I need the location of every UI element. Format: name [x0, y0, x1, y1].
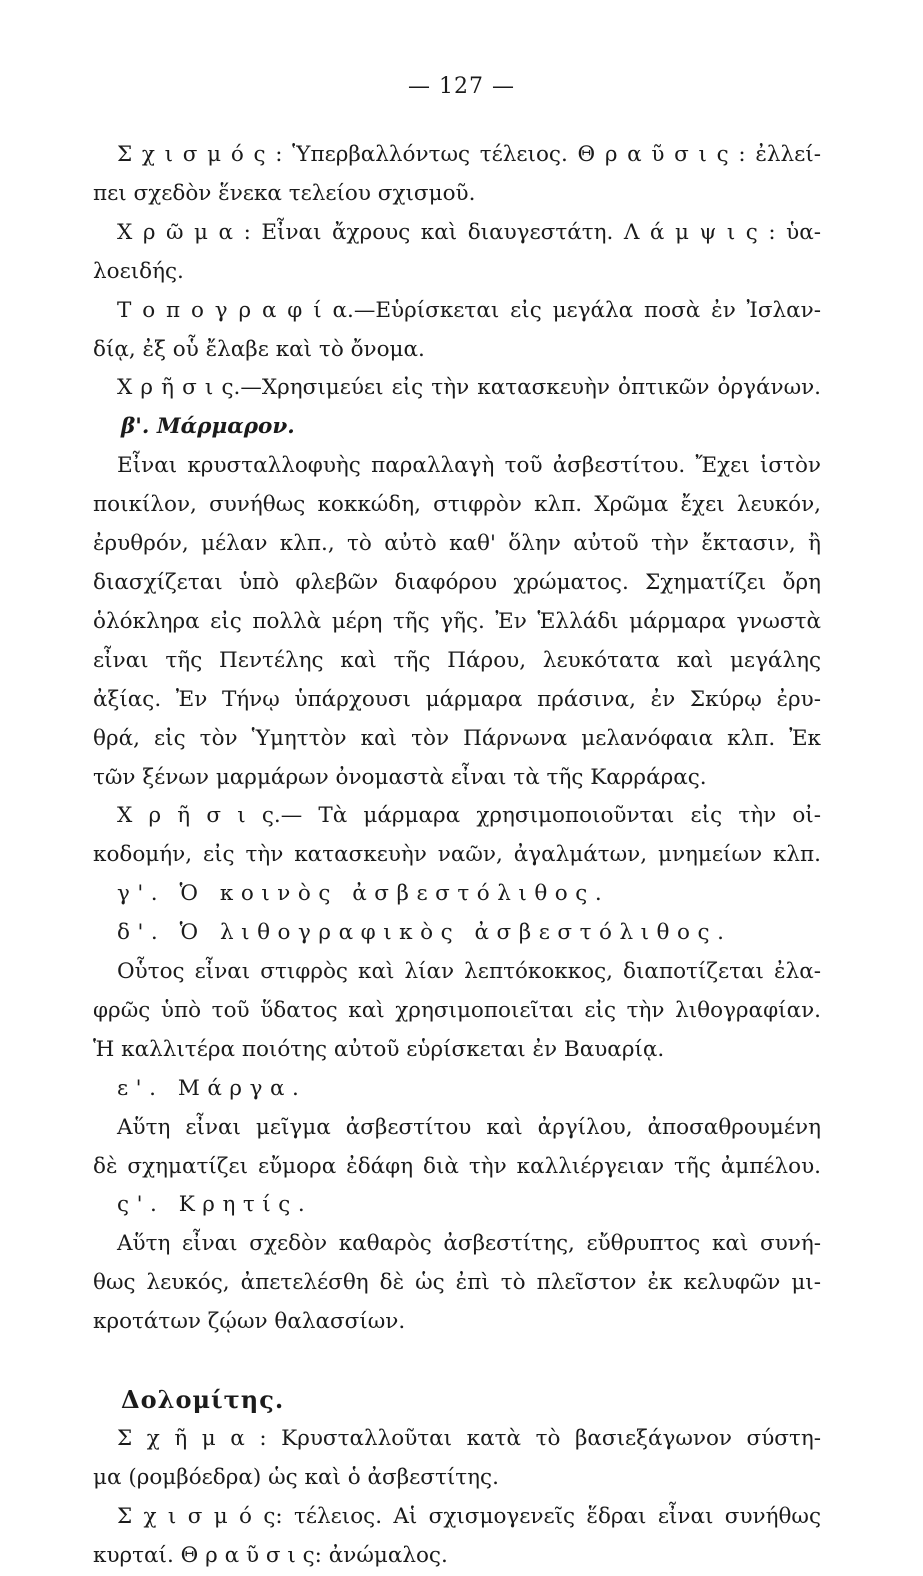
text-line: κροτάτων ζῴων θαλασσίων.: [93, 1309, 406, 1335]
text-line: Αὕτη εἶναι μεῖγμα ἀσβεστίτου καὶ ἀργίλου, ἀποσαθρουμένη: [117, 1114, 821, 1140]
text-line: Εἶναι κρυσταλλοφυὴς παραλλαγὴ τοῦ ἀσβεστίτου. Ἔχει ἱστὸν: [117, 453, 821, 479]
text-line: δίᾳ, ἐξ οὗ ἔλαβε καὶ τὸ ὄνομα.: [93, 336, 425, 362]
section-heading: [93, 1342, 821, 1381]
text-line: Χ ρ ῆ σ ι ς.— Τὰ μάρμαρα χρησιμοποιοῦνται εἰς τὴν οἰ-: [117, 803, 821, 829]
text-line: φρῶς ὑπὸ τοῦ ὕδατος καὶ χρησιμοποιεῖται εἰς τὴν λιθογραφίαν.: [93, 997, 821, 1023]
section-heading: β'. Μάρμαρον.: [121, 414, 295, 440]
text-line: κοδομήν, εἰς τὴν κατασκευὴν ναῶν, ἀγαλμάτων, μνημείων κλπ.: [93, 842, 821, 868]
text-line: ὁλόκληρα εἰς πολλὰ μέρη τῆς γῆς. Ἐν Ἑλλάδι μάρμαρα γνωστὰ: [93, 608, 821, 634]
text-line: Σ χ ι σ μ ό ς: τέλειος. Αἱ σχισμογενεῖς ἕδραι εἶναι συνήθως: [117, 1503, 821, 1529]
page-number: — 127 —: [408, 74, 515, 99]
text-line: ἀξίας. Ἐν Τήνῳ ὑπάρχουσι μάρμαρα πράσινα, ἐν Σκύρῳ ἐρυ-: [93, 686, 821, 712]
text-line: θρά, εἰς τὸν Ὑμηττὸν καὶ τὸν Πάρνωνα μελανόφαια κλπ. Ἐκ: [93, 725, 821, 751]
body-text: [93, 136, 821, 1576]
text-line: δὲ σχηματίζει εὔμορα ἐδάφη διὰ τὴν καλλιέργειαν τῆς ἀμπέλου.: [93, 1153, 821, 1179]
text-line: Τ ο π ο γ ρ α φ ί α.—Εὑρίσκεται εἰς μεγάλα ποσὰ ἐν Ἰσλαν-: [117, 297, 821, 323]
text-line: κυρταί. Θ ρ α ῦ σ ι ς: ἀνώμαλος.: [93, 1542, 448, 1568]
text-line: Αὕτη εἶναι σχεδὸν καθαρὸς ἀσβεστίτης, εὔθρυπτος καὶ συνή-: [117, 1231, 821, 1257]
section-heading: Δολομίτης.: [121, 1384, 285, 1414]
section-heading: ε'. Μάργα.: [117, 1075, 307, 1101]
text-line: Οὗτος εἶναι στιφρὸς καὶ λίαν λεπτόκοκκος, διαποτίζεται ἐλα-: [117, 959, 821, 985]
text-line: θως λευκός, ἀπετελέσθη δὲ ὡς ἐπὶ τὸ πλεῖστον ἐκ κελυφῶν μι-: [93, 1270, 821, 1296]
section-heading: γ'. Ὁ κοινὸς ἀσβεστόλιθος.: [117, 881, 610, 907]
text-line: διασχίζεται ὑπὸ φλεβῶν διαφόρου χρώματος. Σχηματίζει ὄρη: [93, 569, 821, 595]
text-line: Χ ρ ῆ σ ι ς.—Χρησιμεύει εἰς τὴν κατασκευὴν ὀπτικῶν ὀργάνων.: [117, 375, 821, 401]
text-line: τῶν ξένων μαρμάρων ὀνομαστὰ εἶναι τὰ τῆς Καρράρας.: [93, 764, 707, 790]
text-line: ποικίλον, συνήθως κοκκώδη, στιφρὸν κλπ. Χρῶμα ἔχει λευκόν,: [93, 492, 821, 518]
text-line: Σ χ ι σ μ ό ς : Ὑπερβαλλόντως τέλειος. Θ ρ α ῦ σ ι ς : ἐλλεί-: [117, 142, 821, 167]
text-line: ἐρυθρόν, μέλαν κλπ., τὸ αὐτὸ καθ' ὅλην αὐτοῦ τὴν ἔκτασιν, ἢ: [93, 531, 821, 557]
text-line: Ἡ καλλιτέρα ποιότης αὐτοῦ εὑρίσκεται ἐν Βαυαρίᾳ.: [93, 1036, 665, 1062]
section-heading: δ'. Ὁ λιθογραφικὸς ἀσβεστόλιθος.: [117, 920, 732, 946]
section-heading: ς'. Κρητίς.: [117, 1192, 313, 1218]
text-line: Χ ρ ῶ μ α : Εἶναι ἄχρους καὶ διαυγεστάτη. Λ ά μ ψ ι ς : ὑα-: [117, 219, 821, 245]
text-line: λοειδής.: [93, 258, 184, 284]
text-line: πει σχεδὸν ἕνεκα τελείου σχισμοῦ.: [93, 180, 476, 206]
text-line: μα (ρομβόεδρα) ὡς καὶ ὁ ἀσβεστίτης.: [93, 1464, 499, 1490]
text-line: εἶναι τῆς Πεντέλης καὶ τῆς Πάρου, λευκότατα καὶ μεγάλης: [93, 647, 821, 673]
text-line: Σ χ ῆ μ α : Κρυσταλλοῦται κατὰ τὸ βασιεξάγωνον σύστη-: [117, 1425, 821, 1451]
